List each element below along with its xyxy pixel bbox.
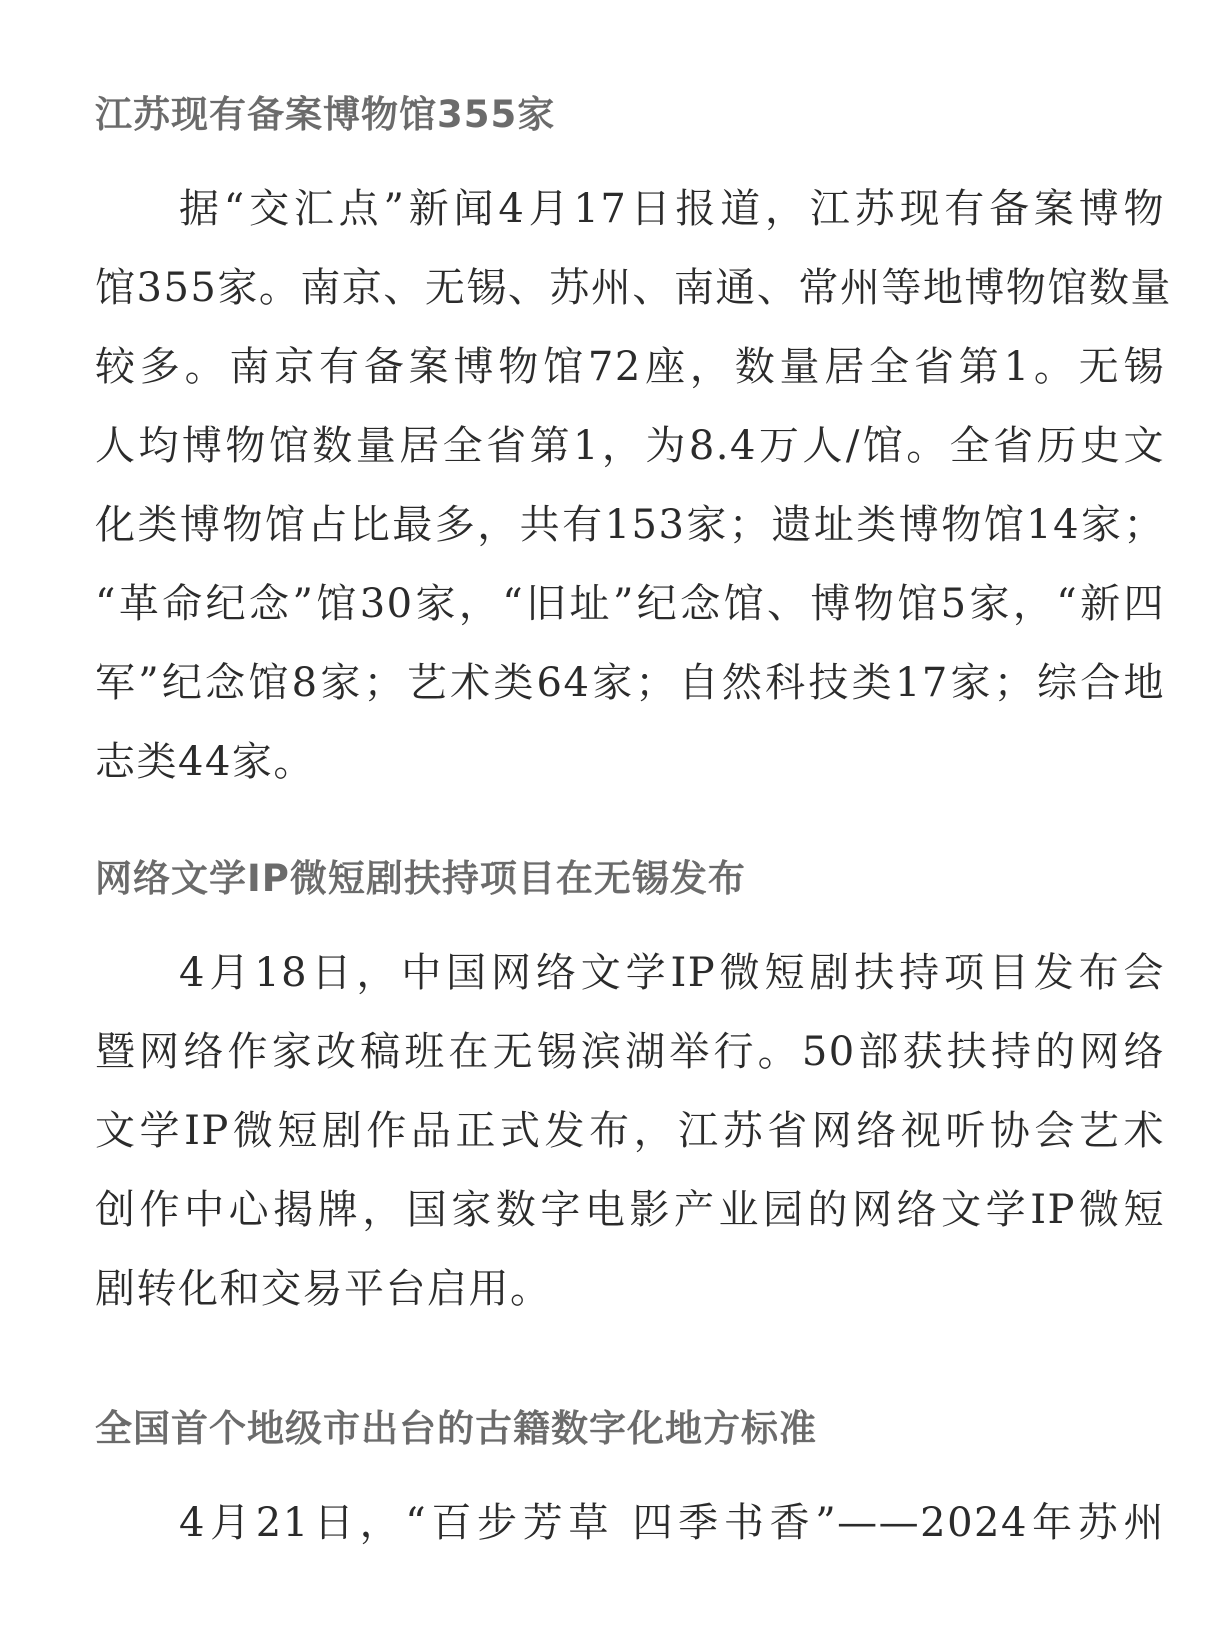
section-heading-ancient-books: 全国首个地级市出台的古籍数字化地方标准 — [95, 1407, 817, 1450]
paragraph-line: 4月18日，中国网络文学IP微短剧扶持项目发布会 — [179, 950, 1165, 996]
paragraph-line: 人均博物馆数量居全省第1，为8.4万人/馆。全省历史文 — [95, 423, 1165, 469]
paragraph-line: 暨网络作家改稿班在无锡滨湖举行。50部获扶持的网络 — [95, 1029, 1165, 1075]
paragraph-line: 4月21日，“百步芳草 四季书香”——2024年苏州 — [179, 1500, 1165, 1546]
paragraph-line: 创作中心揭牌，国家数字电影产业园的网络文学IP微短 — [95, 1187, 1165, 1233]
section-heading-museums: 江苏现有备案博物馆355家 — [95, 93, 556, 136]
section-body-museums — [95, 170, 1172, 802]
paragraph-line: 文学IP微短剧作品正式发布，江苏省网络视听协会艺术 — [95, 1108, 1165, 1154]
paragraph-line: “革命纪念”馆30家，“旧址”纪念馆、博物馆5家，“新四 — [95, 581, 1165, 627]
section-body-ancient-books — [95, 1484, 1165, 1563]
section-body-micro-drama — [95, 934, 1165, 1329]
paragraph-line: 志类44家。 — [95, 739, 315, 785]
paragraph-line: 馆355家。南京、无锡、苏州、南通、常州等地博物馆数量 — [95, 265, 1172, 311]
paragraph-line: 剧转化和交易平台启用。 — [95, 1266, 552, 1312]
paragraph-line: 军”纪念馆8家；艺术类64家；自然科技类17家；综合地 — [95, 660, 1165, 706]
paragraph-line: 据“交汇点”新闻4月17日报道，江苏现有备案博物 — [179, 186, 1165, 232]
section-heading-micro-drama: 网络文学IP微短剧扶持项目在无锡发布 — [95, 857, 746, 900]
paragraph-line: 化类博物馆占比最多，共有153家；遗址类博物馆14家； — [95, 502, 1165, 548]
paragraph-line: 较多。南京有备案博物馆72座，数量居全省第1。无锡 — [95, 344, 1165, 390]
